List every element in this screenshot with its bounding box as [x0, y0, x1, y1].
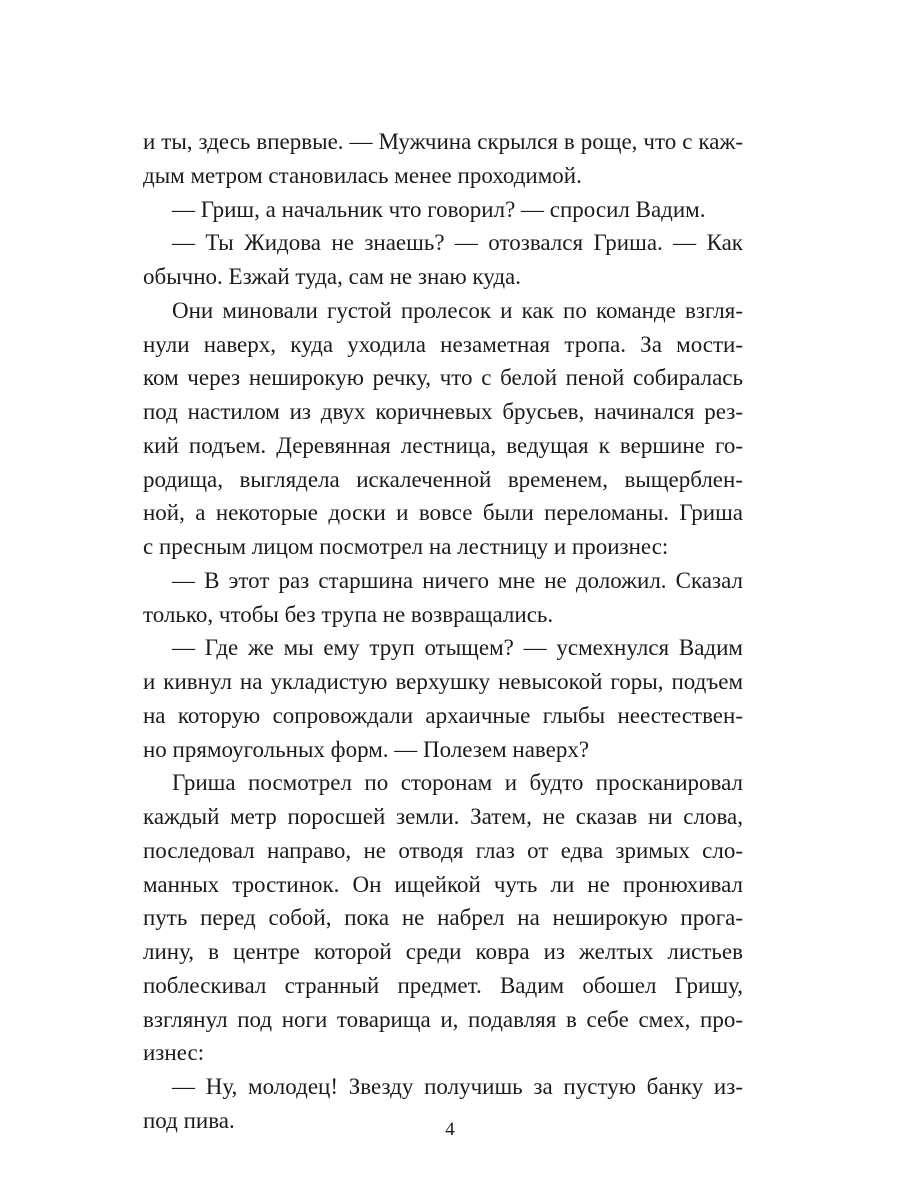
page-number: 4: [445, 1119, 455, 1140]
text-line: лину, в центре которой среди ковра из желтых листьев: [143, 939, 743, 964]
text-line: изнес:: [143, 1040, 205, 1066]
text-line: — Где же мы ему труп отыщем? — усмехнулся Вадим: [172, 635, 743, 661]
text-line: кий подъем. Деревянная лестница, ведущая к вершине го-: [143, 432, 743, 458]
text-line: последовал направо, не отводя глаз от едва зримых сло-: [143, 837, 743, 863]
text-line: и ты, здесь впервые. — Мужчина скрылся в роще, что с каж-: [143, 129, 743, 154]
text-line: каждый метр поросшей земли. Затем, не сказав ни слова,: [143, 804, 743, 829]
text-line: взглянул под ноги товарища и, подавляя в себе смех, про-: [143, 1006, 743, 1032]
text-line: дым метром становилась менее проходимой.: [143, 162, 582, 188]
text-line: путь перед собой, пока не набрел на неширокую прога-: [143, 905, 743, 931]
text-line: но прямоугольных форм. — Полезем наверх?: [143, 736, 590, 762]
text-line: родища, выглядела искалеченной временем, выщерблен-: [143, 466, 743, 492]
text-line: ной, а некоторые доски и вовсе были переломаны. Гриша: [143, 500, 743, 526]
text-line: на которую сопровождали архаичные глыбы неестествен-: [143, 702, 743, 728]
text-line: обычно. Езжай туда, сам не знаю куда.: [143, 264, 521, 289]
text-line: под пива.: [143, 1107, 235, 1133]
text-line: под настилом из двух коричневых брусьев, начинался рез-: [143, 399, 743, 424]
text-line: манных тростинок. Он ищейкой чуть ли не пронюхивал: [143, 871, 743, 897]
text-line: и кивнул на укладистую верхушку невысокой горы, подъем: [143, 669, 743, 694]
text-line: нули наверх, куда уходила незаметная тропа. За мости-: [143, 331, 743, 357]
text-line: Они миновали густой пролесок и как по команде взгля-: [172, 297, 743, 323]
text-line: — Гриш, а начальник что говорил? — спросил Вадим.: [172, 196, 706, 222]
text-line: — В этот раз старшина ничего мне не доложил. Сказал: [172, 567, 743, 593]
text-line: с пресным лицом посмотрел на лестницу и произнес:: [143, 534, 669, 559]
text-line: — Ну, молодец! Звезду получишь за пустую банку из-: [172, 1074, 743, 1099]
text-line: Гриша посмотрел по сторонам и будто просканировал: [172, 770, 743, 796]
text-line: — Ты Жидова не знаешь? — отозвался Гриша. — Как: [172, 230, 743, 256]
text-line: ком через неширокую речку, что с белой пеной собиралась: [143, 365, 743, 391]
body-text: [143, 125, 743, 1138]
text-line: поблескивал странный предмет. Вадим обошел Гришу,: [143, 972, 743, 998]
text-line: только, чтобы без трупа не возвращались.: [143, 601, 554, 627]
